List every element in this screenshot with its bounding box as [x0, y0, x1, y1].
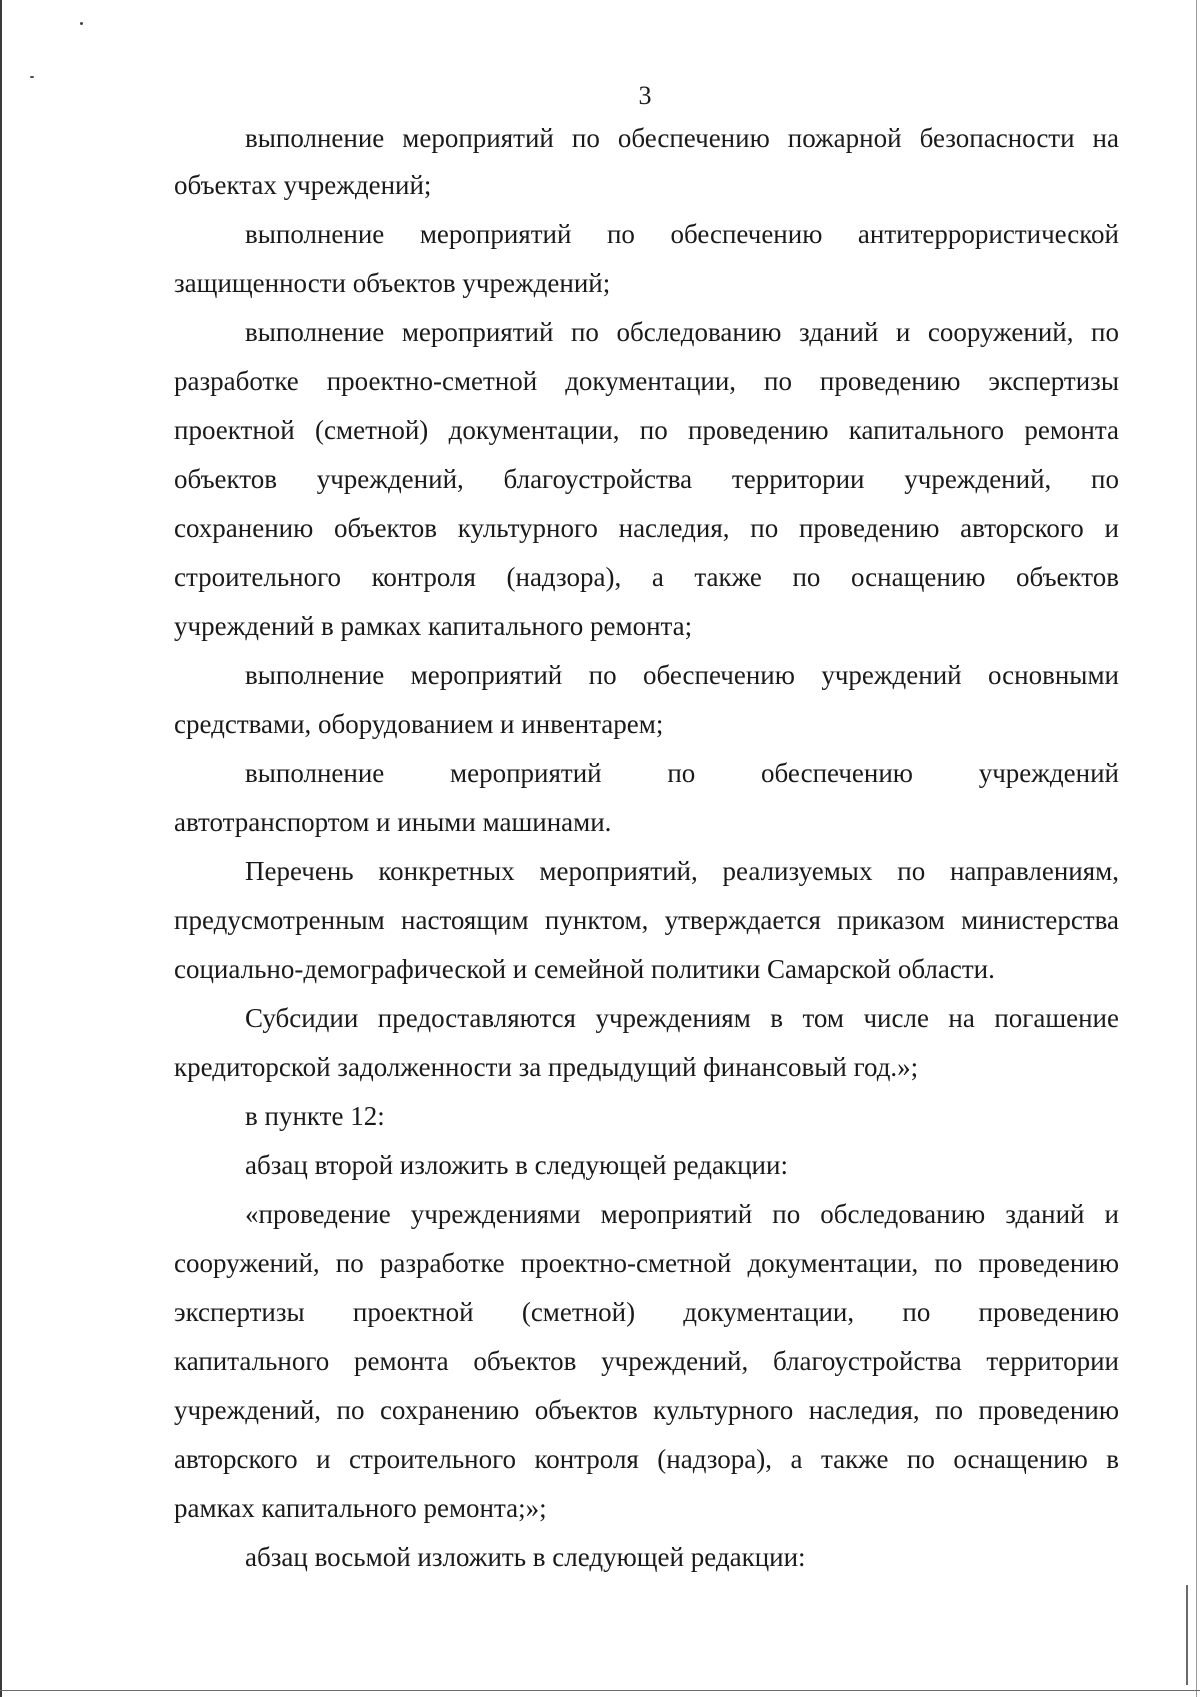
paragraph-line: абзац восьмой изложить в следующей редакции: — [245, 1542, 806, 1572]
paragraph-line: Субсидии предоставляются учреждениям в том числе на погашение — [245, 1003, 1119, 1033]
paragraph-line: строительного контроля (надзора), а также по оснащению объектов — [174, 562, 1119, 592]
paragraph-line: авторского и строительного контроля (надзора), а также по оснащению в — [174, 1444, 1119, 1474]
page-number: 3 — [638, 81, 652, 110]
paragraph-line: в пункте 12: — [245, 1101, 385, 1131]
paragraph-line: капитального ремонта объектов учреждений, благоустройства территории — [174, 1346, 1119, 1376]
paragraph-line: выполнение мероприятий по обеспечению антитеррористической — [245, 219, 1119, 249]
paragraph-line: абзац второй изложить в следующей редакции: — [245, 1150, 788, 1180]
paragraph-line: учреждений в рамках капитального ремонта; — [174, 611, 693, 641]
scan-edge-mark — [1186, 1585, 1188, 1685]
paragraph-line: сохранению объектов культурного наследия, по проведению авторского и — [174, 513, 1119, 543]
paragraph-line: разработке проектно-сметной документации, по проведению экспертизы — [174, 366, 1119, 396]
paragraph-line: кредиторской задолженности за предыдущий финансовый год.»; — [174, 1052, 919, 1082]
scan-edge-right — [1196, 0, 1197, 1697]
paragraph-line: выполнение мероприятий по обследованию зданий и сооружений, по — [245, 317, 1119, 347]
paragraph-line: защищенности объектов учреждений; — [174, 268, 611, 298]
scan-edge-left — [0, 0, 2, 1697]
paragraph-line: «проведение учреждениями мероприятий по обследованию зданий и — [245, 1199, 1119, 1229]
paragraph-line: Перечень конкретных мероприятий, реализуемых по направлениям, — [245, 856, 1119, 886]
paragraph-line: проектной (сметной) документации, по проведению капитального ремонта — [174, 415, 1119, 445]
paragraph-line: объектов учреждений, благоустройства территории учреждений, по — [174, 464, 1119, 494]
paragraph-line: рамках капитального ремонта;»; — [174, 1493, 547, 1523]
paragraph-line: экспертизы проектной (сметной) документации, по проведению — [174, 1297, 1119, 1327]
paragraph-line: сооружений, по разработке проектно-сметной документации, по проведению — [174, 1248, 1119, 1278]
paragraph-line: автотранспортом и иными машинами. — [174, 807, 612, 837]
paragraph-line: выполнение мероприятий по обеспечению пожарной безопасности на — [245, 123, 1119, 153]
paragraph-line: выполнение мероприятий по обеспечению учреждений основными — [245, 660, 1119, 690]
paragraph-line: социально-демографической и семейной политики Самарской области. — [174, 954, 995, 984]
paragraph-line: выполнение мероприятий по обеспечению учреждений — [245, 758, 1119, 788]
scan-speck — [80, 22, 83, 25]
scan-speck — [30, 76, 34, 78]
scan-edge-bottom — [0, 1690, 1200, 1691]
paragraph-line: объектах учреждений; — [174, 170, 432, 200]
paragraph-line: предусмотренным настоящим пунктом, утверждается приказом министерства — [174, 905, 1119, 935]
paragraph-line: средствами, оборудованием и инвентарем; — [174, 709, 664, 739]
paragraph-line: учреждений, по сохранению объектов культурного наследия, по проведению — [174, 1395, 1119, 1425]
